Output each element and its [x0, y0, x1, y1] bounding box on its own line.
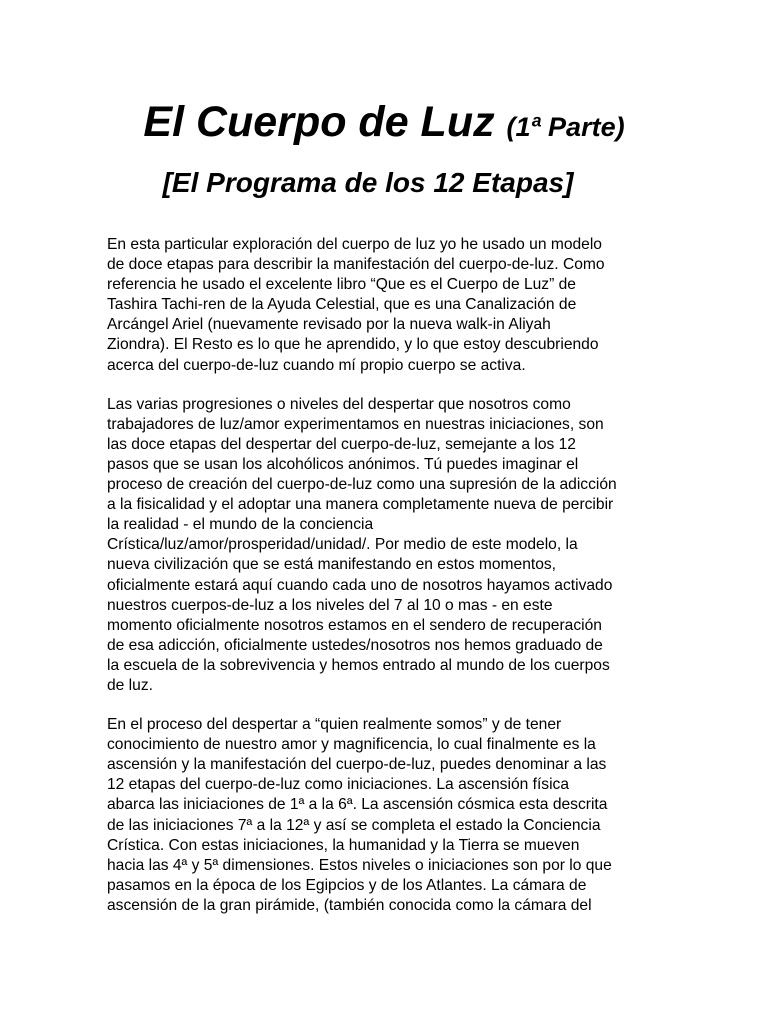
- text-line: acerca del cuerpo-de-luz cuando mí propio cuerpo se activa.: [107, 356, 526, 374]
- paragraph-1: [107, 235, 647, 376]
- paragraph-2: [107, 395, 667, 696]
- title-part: (1ª Parte): [506, 112, 625, 142]
- text-line: Las varias progresiones o niveles del despertar que nosotros como: [107, 395, 571, 413]
- text-line: oficialmente estará aquí cuando cada uno de nosotros hayamos activado: [107, 576, 613, 594]
- text-line: trabajadores de luz/amor experimentamos en nuestras iniciaciones, son: [107, 415, 604, 433]
- text-line: Tashira Tachi-ren de la Ayuda Celestial, que es una Canalización de: [107, 296, 577, 314]
- text-line: la realidad - el mundo de la conciencia: [107, 516, 374, 534]
- text-line: ascensión de la gran pirámide, (también conocida como la cámara del: [107, 896, 592, 914]
- paragraph-3: [107, 715, 632, 916]
- document-subtitle: [El Programa de los 12 Etapas]: [162, 167, 574, 198]
- document-body: [107, 235, 667, 935]
- text-line: abarca las iniciaciones de 1ª a la 6ª. La ascensión cósmica esta descrita: [107, 796, 608, 814]
- text-line: conocimiento de nuestro amor y magnificencia, lo cual finalmente es la: [107, 736, 596, 754]
- text-line: la escuela de la sobrevivencia y hemos entrado al mundo de los cuerpos: [107, 656, 610, 674]
- text-line: Crística/luz/amor/prosperidad/unidad/. Por medio de este modelo, la: [107, 536, 578, 554]
- text-line: de doce etapas para describir la manifestación del cuerpo-de-luz. Como: [107, 256, 605, 274]
- text-line: En esta particular exploración del cuerpo de luz yo he usado un modelo: [107, 236, 602, 253]
- text-line: nuestros cuerpos-de-luz a los niveles del 7 al 10 o mas - en este: [107, 596, 553, 614]
- text-line: de las iniciaciones 7ª a la 12ª y así se completa el estado la Conciencia: [107, 816, 601, 834]
- text-line: Crística. Con estas iniciaciones, la humanidad y la Tierra se mueven: [107, 836, 580, 854]
- text-line: pasamos en la época de los Egipcios y de los Atlantes. La cámara de: [107, 876, 587, 894]
- text-line: las doce etapas del despertar del cuerpo-de-luz, semejante a los 12: [107, 435, 576, 453]
- document-title: [0, 96, 768, 153]
- title-main: El Cuerpo de Luz: [143, 98, 495, 146]
- text-line: Arcángel Ariel (nuevamente revisado por la nueva walk-in Aliyah: [107, 316, 551, 334]
- text-line: a la fisicalidad y el adoptar una manera completamente nueva de percibir: [107, 496, 614, 514]
- text-line: ascensión y la manifestación del cuerpo-de-luz, puedes denominar a las: [107, 756, 607, 774]
- text-line: nueva civilización que se está manifestando en estos momentos,: [107, 556, 557, 574]
- text-line: proceso de creación del cuerpo-de-luz como una supresión de la adicción: [107, 476, 617, 494]
- text-line: En el proceso del despertar a “quien realmente somos” y de tener: [107, 716, 562, 734]
- text-line: referencia he usado el excelente libro “Que es el Cuerpo de Luz” de: [107, 276, 576, 294]
- text-line: hacia las 4ª y 5ª dimensiones. Estos niveles o iniciaciones son por lo que: [107, 856, 612, 874]
- text-line: de luz.: [107, 676, 153, 694]
- text-line: de esa adicción, oficialmente ustedes/nosotros nos hemos graduado de: [107, 636, 603, 654]
- text-line: pasos que se usan los alcohólicos anónimos. Tú puedes imaginar el: [107, 455, 579, 473]
- text-line: Ziondra). El Resto es lo que he aprendido, y lo que estoy descubriendo: [107, 336, 599, 354]
- text-line: 12 etapas del cuerpo-de-luz como iniciaciones. La ascensión física: [107, 776, 570, 794]
- text-line: momento oficialmente nosotros estamos en el sendero de recuperación: [107, 616, 602, 634]
